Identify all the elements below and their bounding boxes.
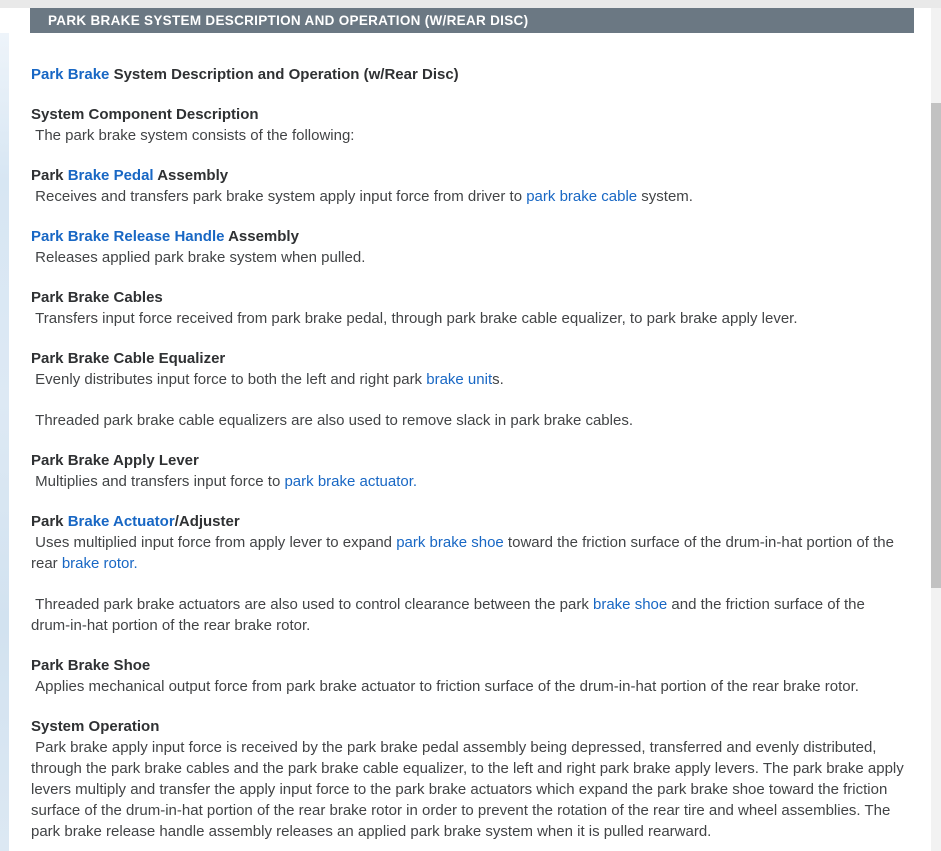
text-run: Applies mechanical output force from park brake actuator to friction surface of the drum-in-hat portion of the rear brake rotor.: [31, 678, 859, 695]
sections-container: [31, 104, 907, 842]
text-run: Park: [31, 513, 68, 530]
text-run: Transfers input force received from park brake pedal, through park brake cable equalizer, to park brake apply lever.: [31, 310, 798, 327]
section-heading: [31, 287, 907, 308]
text-run: Multiplies and transfers input force to: [31, 473, 285, 490]
doc-title: [31, 64, 907, 85]
section-park-brake-apply-lever: [31, 450, 907, 492]
scrollbar-thumb[interactable]: [931, 103, 941, 588]
left-edge-strip: [0, 33, 9, 851]
paragraph: [31, 410, 907, 431]
text-run: Threaded park brake actuators are also used to control clearance between the park: [31, 596, 593, 613]
section-heading: [31, 226, 907, 247]
text-run: System Component Description: [31, 106, 259, 123]
section-park-brake-shoe: [31, 655, 907, 697]
link-brake-pedal[interactable]: Brake Pedal: [67, 167, 154, 184]
paragraph: [31, 125, 907, 146]
section-park-brake-cable-equalizer: [31, 348, 907, 431]
paragraph: [31, 532, 907, 574]
text-run: Evenly distributes input force to both the left and right park: [31, 371, 427, 388]
document-body: [31, 33, 907, 842]
top-strip: [0, 0, 941, 8]
section-park-brake-pedal-assembly: [31, 165, 907, 207]
paragraph: [31, 369, 907, 390]
text-run: Park Brake Cables: [31, 289, 163, 306]
text-run: Assembly: [153, 167, 229, 184]
vertical-scrollbar[interactable]: [931, 8, 941, 851]
link-park-brake-cable[interactable]: park brake cable: [526, 188, 638, 205]
link-park-brake-release-handle[interactable]: Park Brake Release Handle: [31, 228, 225, 245]
text-run: s.: [492, 371, 504, 388]
text-run: System Operation: [31, 718, 160, 735]
section-heading: [31, 716, 907, 737]
paragraph: [31, 676, 907, 697]
paragraph: [31, 594, 907, 636]
text-run: /Adjuster: [174, 513, 240, 530]
text-run: Park Brake Shoe: [31, 657, 151, 674]
text-run: and the friction surface of the drum-in-hat portion of the rear brake rotor.: [31, 596, 870, 634]
text-run: Park Brake Apply Lever: [31, 452, 199, 469]
section-park-brake-actuator-adjuster: [31, 511, 907, 636]
section-header-title: PARK BRAKE SYSTEM DESCRIPTION AND OPERATION (W/REAR DISC): [48, 13, 529, 28]
section-park-brake-release-handle-assembly: [31, 226, 907, 268]
text-run: Park: [31, 167, 68, 184]
text-run: Park Brake Cable Equalizer: [31, 350, 226, 367]
link-brake-shoe[interactable]: brake shoe: [593, 596, 668, 613]
link-brake-unit[interactable]: brake unit: [426, 371, 493, 388]
link-park-brake[interactable]: Park Brake: [31, 66, 110, 83]
paragraph: [31, 247, 907, 268]
text-run: system.: [637, 188, 693, 205]
section-heading: [31, 165, 907, 186]
section-heading: [31, 655, 907, 676]
section-park-brake-cables: [31, 287, 907, 329]
section-header-bar: [30, 8, 914, 33]
text-run: Receives and transfers park brake system apply input force from driver to: [31, 188, 527, 205]
text-run: The park brake system consists of the following:: [31, 127, 355, 144]
paragraph: [31, 737, 907, 842]
link-park-brake-actuator[interactable]: park brake actuator.: [284, 473, 418, 490]
paragraph: [31, 471, 907, 492]
section-system-operation: [31, 716, 907, 842]
text-run: System Description and Operation (w/Rear Disc): [109, 66, 459, 83]
section-heading: [31, 348, 907, 369]
section-heading: [31, 104, 907, 125]
section-heading: [31, 450, 907, 471]
link-park-brake-shoe[interactable]: park brake shoe: [396, 534, 504, 551]
link-brake-actuator[interactable]: Brake Actuator: [67, 513, 175, 530]
paragraph: [31, 308, 907, 329]
paragraph: [31, 186, 907, 207]
text-run: Assembly: [224, 228, 299, 245]
text-run: Park brake apply input force is received by the park brake pedal assembly being depressed, transferred and evenly distributed, through the park brake cables and the park brake cable equalizer, to the left and right park brake apply levers. The park brake apply levers multiply and transfer the apply input force to the park brake actuators which expand the park brake shoe toward the friction surface of the drum-in-hat portion of the rear brake rotor in order to prevent the rotation of the rear tire and wheel assemblies. The park brake release handle assembly releases an applied park brake system when it is pulled rearward.: [31, 739, 908, 840]
text-run: Uses multiplied input force from apply lever to expand: [31, 534, 397, 551]
text-run: Threaded park brake cable equalizers are also used to remove slack in park brake cables.: [31, 412, 633, 429]
text-run: Releases applied park brake system when pulled.: [31, 249, 366, 266]
section-system-component-description: [31, 104, 907, 146]
text-run: toward the friction surface of the drum-in-hat portion of the rear: [31, 534, 899, 572]
section-heading: [31, 511, 907, 532]
link-brake-rotor[interactable]: brake rotor.: [61, 555, 138, 572]
